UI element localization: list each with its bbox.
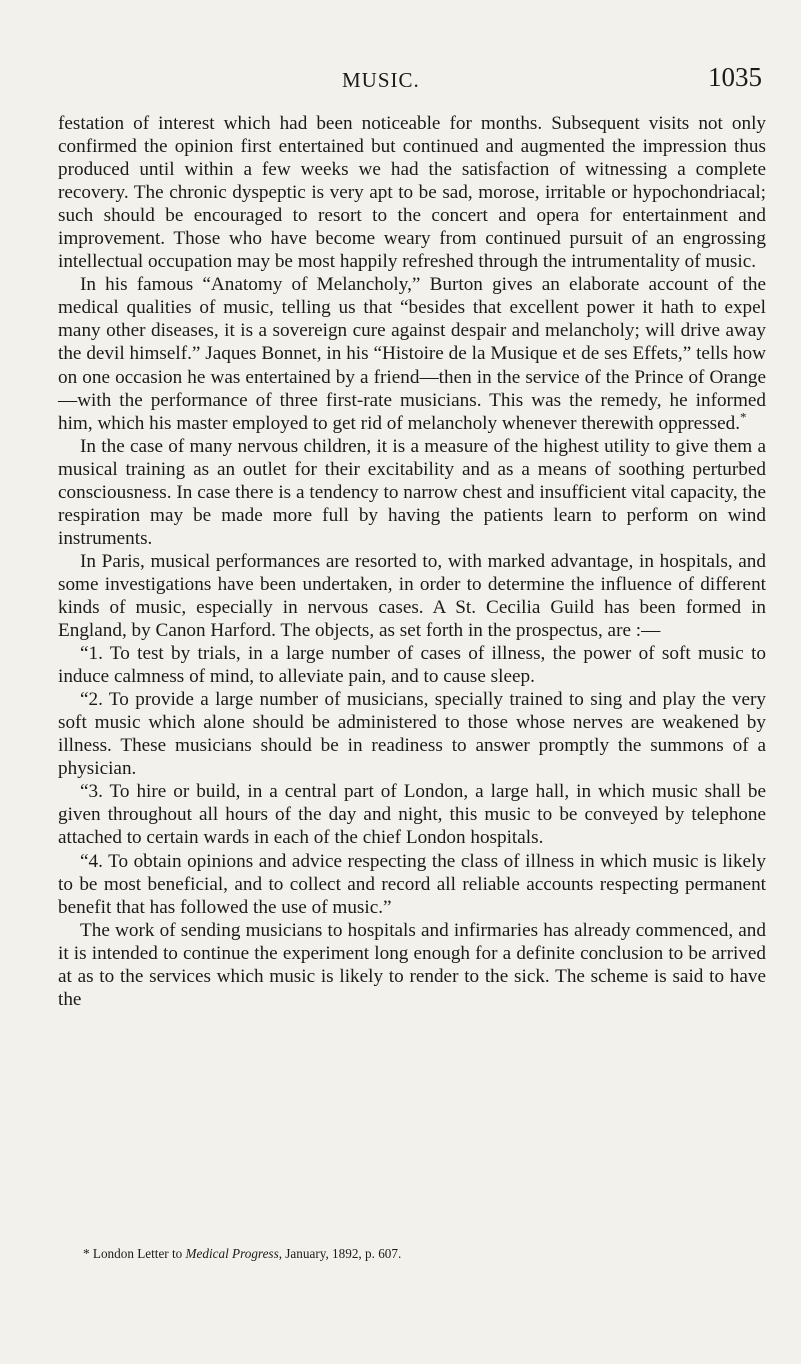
list-item: “4. To obtain opinions and advice respecting the class of illness in which music is likely to be most beneficial, and to collect and record all reliable accounts respecting permanent benefit that has followed the use of music.” [58, 850, 766, 918]
paragraph: The work of sending musicians to hospitals and infirmaries has already commenced, and it is intended to continue the experiment long enough for a definite conclusion to be arrived at as to the services which music is likely to render to the sick. The scheme is said to have the [58, 919, 766, 1010]
list-item: “1. To test by trials, in a large number of cases of illness, the power of soft music to induce calmness of mind, to alleviate pain, and to cause sleep. [58, 643, 766, 688]
footnote-marker: * [83, 1246, 90, 1261]
paragraph: In Paris, musical performances are resorted to, with marked advantage, in hospitals, and some investigations have been undertaken, in order to determine the influence of different kinds of music, especially in nervous cases. A St. Cecilia Guild has been formed in England, by Canon Harford. The objects, as set forth in the prospectus, are :— [58, 550, 766, 642]
footnote-reference: * [740, 409, 747, 425]
page-header [58, 62, 764, 102]
list-item: “2. To provide a large number of musicians, specially trained to sing and play the very soft music which alone should be administered to those whose nerves are weakened by illness. These musicians should be in readiness to answer promptly the summons of a physician. [58, 689, 766, 780]
list-item: “3. To hire or build, in a central part of London, a large hall, in which music shall be given throughout all hours of the day and night, this music to be conveyed by telephone attached to certain wards in each of the chief London hospitals. [58, 781, 766, 849]
running-head: MUSIC. [342, 68, 420, 92]
page-number: 1035 [708, 62, 762, 92]
footnote-text: London Letter to [92, 1246, 183, 1261]
paragraph: In the case of many nervous children, it is a measure of the highest utility to give them a musical training as an outlet for their excitability and as a means of soothing perturbed consciousness. In case there is a tendency to narrow chest and insufficient vital capacity, the respiration may be made more full by having the patients learn to perform on wind instruments. [58, 435, 766, 549]
paragraph [58, 273, 766, 434]
footnote [83, 1246, 763, 1262]
footnote-citation: January, 1892, p. 607. [285, 1246, 402, 1261]
body-text [58, 112, 766, 1011]
footnote-source: Medical Progress, [185, 1246, 282, 1261]
paragraph: festation of interest which had been noticeable for months. Subsequent visits not only confirmed the opinion first entertained but continued and augmented the impression thus produced until within a few weeks we had the satisfaction of witnessing a complete recovery. The chronic dyspeptic is very apt to be sad, morose, irritable or hypochondriacal; such should be encouraged to resort to the concert and opera for entertainment and improvement. Those who have become weary from continued pursuit of an engrossing intellectual occupation may be most happily refreshed through the intrumentality of music. [58, 113, 766, 273]
paragraph-text: In his famous “Anatomy of Melancholy,” Burton gives an elaborate account of the medical qualities of music, telling us that “besides that excellent power it hath to expel many other diseases, it is a sovereign cure against despair and melancholy; will drive away the devil himself.” Jaques Bonnet, in his “Histoire de la Musique et de ses Effets,” tells how on one occasion he was entertained by a friend—then in the service of the Prince of Orange—with the performance of three first-rate musicians. This was the remedy, he informed him, which his master employed to get rid of melancholy whenever therewith oppressed. [58, 274, 766, 434]
